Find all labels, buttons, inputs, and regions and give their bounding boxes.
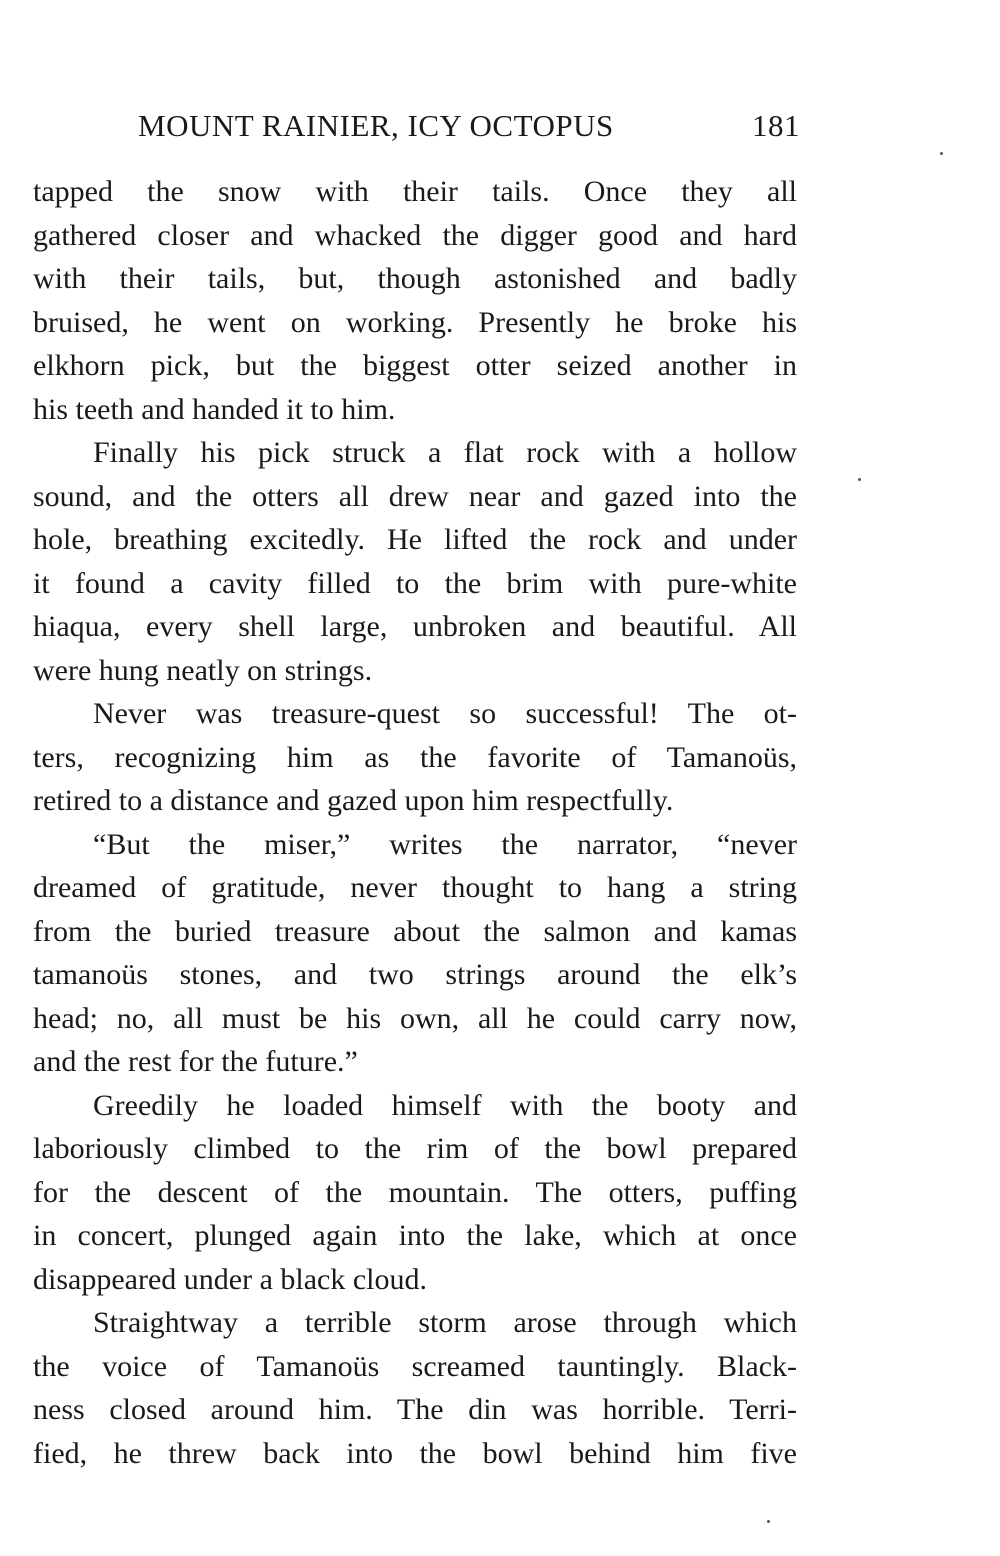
running-head: [138, 108, 800, 154]
text-line: elkhorn pick, but the biggest otter seized another in: [33, 349, 797, 382]
text-line: gathered closer and whacked the digger good and hard: [33, 218, 797, 252]
text-line: it found a cavity filled to the brim with pure-white: [33, 566, 797, 600]
text-line: retired to a distance and gazed upon him respectfully.: [33, 784, 674, 817]
text-line: his teeth and handed it to him.: [33, 392, 396, 426]
text-line: the voice of Tamanoüs screamed tauntingly. Black-: [33, 1349, 797, 1383]
text-line: Straightway a terrible storm arose through which: [93, 1306, 797, 1339]
page-number: 181: [752, 108, 800, 143]
text-line: for the descent of the mountain. The otters, puffing: [33, 1175, 797, 1209]
scan-speck: [767, 1520, 770, 1523]
text-line: in concert, plunged again into the lake, which at once: [33, 1219, 797, 1252]
scan-speck: [858, 478, 861, 481]
text-line: ters, recognizing him as the favorite of Tamanoüs,: [33, 740, 797, 774]
text-line: “But the miser,” writes the narrator, “never: [93, 827, 797, 861]
text-line: hole, breathing excitedly. He lifted the rock and under: [33, 523, 797, 556]
text-line: fied, he threw back into the bowl behind him five: [33, 1436, 797, 1470]
text-line: with their tails, but, though astonished and badly: [33, 262, 797, 295]
text-line: and the rest for the future.”: [33, 1045, 358, 1078]
text-line: disappeared under a black cloud.: [33, 1262, 427, 1296]
scan-speck: [940, 152, 943, 155]
running-title: MOUNT RAINIER, ICY OCTOPUS: [138, 108, 614, 143]
text-line: laboriously climbed to the rim of the bowl prepared: [33, 1132, 797, 1165]
text-line: Never was treasure-quest so successful! The ot-: [93, 697, 797, 730]
text-line: Greedily he loaded himself with the booty and: [93, 1088, 797, 1122]
text-line: head; no, all must be his own, all he could carry now,: [33, 1001, 797, 1035]
text-line: were hung neatly on strings.: [33, 653, 373, 687]
text-line: Finally his pick struck a flat rock with a hollow: [93, 436, 797, 469]
text-line: ness closed around him. The din was horrible. Terri-: [33, 1393, 797, 1426]
text-line: dreamed of gratitude, never thought to hang a string: [33, 871, 797, 904]
text-line: hiaqua, every shell large, unbroken and beautiful. All: [33, 610, 797, 643]
text-line: tapped the snow with their tails. Once they all: [33, 175, 797, 208]
text-line: sound, and the otters all drew near and gazed into the: [33, 479, 797, 513]
text-line: bruised, he went on working. Presently he broke his: [33, 305, 797, 339]
text-line: from the buried treasure about the salmon and kamas: [33, 914, 797, 948]
text-line: tamanoüs stones, and two strings around the elk’s: [33, 958, 797, 991]
body-text: [33, 170, 797, 1475]
